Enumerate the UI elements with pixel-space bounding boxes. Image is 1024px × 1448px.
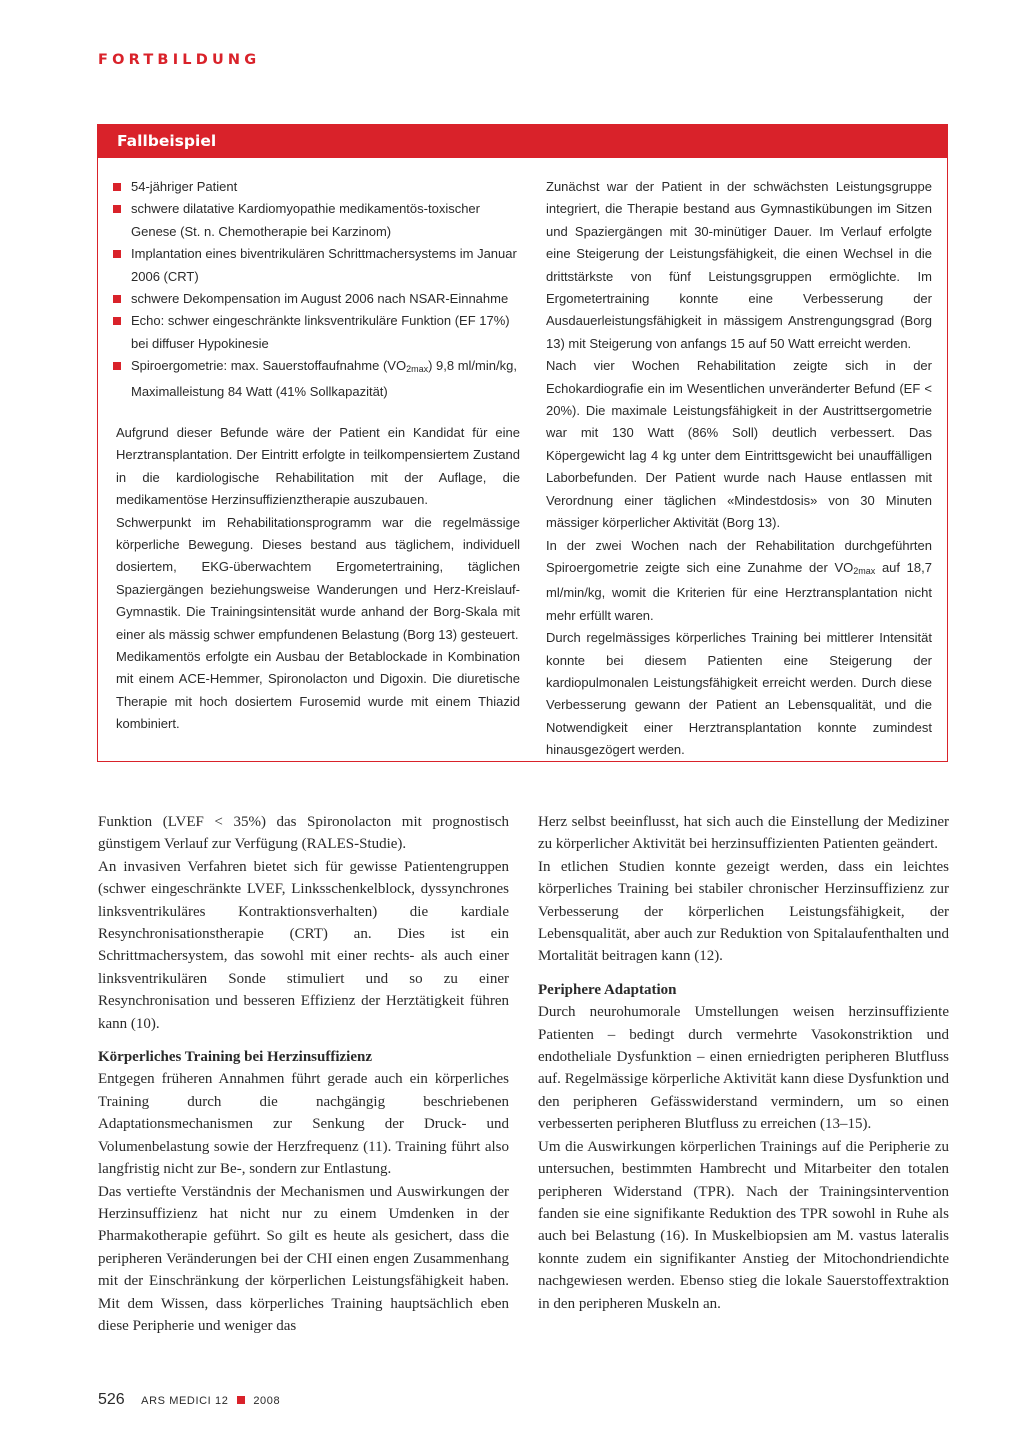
case-paragraph: Medikamentös erfolgte ein Ausbau der Betablockade in Kombination mit einem ACE-Hemmer, Spironolacton und Digoxin. Die diuretische Therapie mit hoch dosiertem Furosemid wurde mit einem Thiazid kombiniert. — [116, 649, 520, 732]
footer-square-icon — [237, 1396, 245, 1404]
case-bullet-list — [113, 176, 521, 403]
case-left-text — [116, 422, 520, 736]
bullet-square-icon — [113, 183, 121, 191]
bullet-text: Echo: schwer eingeschränkte linksventrikuläre Funktion (EF 17%) bei diffuser Hypokinesie — [131, 313, 510, 351]
issue-year: 2008 — [253, 1395, 281, 1407]
case-paragraph: Durch regelmässiges körperliches Training bei mittlerer Intensität konnte bei diesem Patienten eine Steigerung der kardiopulmonalen Leistungsfähigkeit erreicht werden. Durch diese Verbesserung gewann der Patient an Lebensqualität, und die Notwendigkeit einer Herztransplantation konnte zumindest hinausgezögert werden. — [546, 630, 932, 758]
list-item — [113, 243, 521, 288]
list-item — [113, 310, 521, 355]
case-paragraph: In der zwei Wochen nach der Rehabilitation durchgeführten Spiroergometrie zeigte sich eine Zunahme der $VO_{2max}$ auf 18,7 ml/min/kg, womit die Kriterien für eine Herztransplantation nicht mehr erfüllt waren. — [546, 537, 932, 623]
body-paragraph: Entgegen früheren Annahmen führt gerade auch ein körperliches Training durch die nachgängig beschriebenen Adaptationsmechanismen zur Senkung der Druck- und Volumenbelastung sowie der Herzfrequenz (11). Training führt also langfristig nicht zur Be-, sondern zur Entlastung. — [98, 1071, 509, 1178]
bullet-text: Spiroergometrie: max. Sauerstoffaufnahme $(VO_{2max})$ 9,8 ml/min/kg, Maximalleistung 84 Watt (41% Sollkapazität) — [131, 358, 517, 399]
body-paragraph: Um die Auswirkungen körperlichen Trainings auf die Peripherie zu untersuchen, bestimmten Hambrecht und Mitarbeiter den totalen peripheren Widerstand (TPR). Nach der Trainingsintervention fanden sie eine signifikante Reduktion des TPR sowohl in Ruhe als auch bei Belastung (16). In Muskelbiopsien am M. vastus lateralis konnte zudem ein signifikanter Anstieg der Mitochondriendichte nachgewiesen werden. Ebenso stieg die lokale Sauerstoffextraktion in den peripheren Muskeln an. — [538, 1138, 949, 1312]
section-label: FORTBILDUNG — [98, 52, 261, 68]
list-item — [113, 355, 521, 403]
bullet-square-icon — [113, 295, 121, 303]
list-item — [113, 198, 521, 243]
bullet-text: 54-jähriger Patient — [131, 179, 238, 194]
body-paragraph: Herz selbst beeinflusst, hat sich auch die Einstellung der Mediziner zu körperlicher Aktivität bei herzinsuffizienten Patienten geändert. — [538, 814, 949, 853]
body-paragraph: Funktion (LVEF < 35%) das Spironolacton mit prognostisch günstigem Verlauf zur Verfügung (RALES-Studie). — [98, 814, 509, 853]
page-footer — [98, 1391, 280, 1409]
body-paragraph: In etlichen Studien konnte gezeigt werden, dass ein leichtes körperliches Training bei stabiler chronischer Herzinsuffizienz zur Verbesserung der körperlichen Leistungsfähigkeit, der Lebensqualität, aber auch zur Reduktion von Spitalaufenthalten und Mortalität beitragen kann (12). — [538, 858, 949, 965]
body-paragraph: Das vertiefte Verständnis der Mechanismen und Auswirkungen der Herzinsuffizienz hat nicht nur zu einem Umdenken in der Pharmakotherapie geführt. So gilt es heute als gesichert, dass die peripheren Veränderungen bei der CHI einen engen Zusammenhang mit der Einschränkung der körperlichen Leistungsfähigkeit haben. Mit dem Wissen, dass körperliches Training hauptsächlich eben diese Peripherie und weniger das — [98, 1183, 509, 1334]
case-paragraph: Zunächst war der Patient in der schwächsten Leistungsgruppe integriert, die Therapie bestand aus Gymnastikübungen im Sitzen und Spaziergängen mit 30-minütiger Dauer. Im Verlauf erfolgte eine Steigerung der Leistungsfähigkeit, die einen Wechsel in die drittstärkste von fünf Leistungsgruppen ermöglichte. Im Ergometertraining konnte eine Verbesserung der Ausdauerleistungsfähigkeit in mässigem Anstrengungsgrad (Borg 13) mit Steigerung von anfangs 15 auf 50 Watt erreicht werden. — [546, 179, 932, 351]
case-study-title: Fallbeispiel — [98, 125, 947, 158]
case-paragraph: Aufgrund dieser Befunde wäre der Patient ein Kandidat für eine Herztransplantation. Der Eintritt erfolgte in teilkompensiertem Zustand in die kardiologische Rehabilitation mit der Auflage, die medikamentöse Herzinsuffizienztherapie auszubauen. — [116, 425, 520, 508]
list-item — [113, 176, 521, 198]
list-item — [113, 288, 521, 310]
case-right-text — [546, 176, 932, 762]
section-heading: Periphere Adaptation — [538, 981, 677, 998]
bullet-text: schwere Dekompensation im August 2006 nach NSAR-Einnahme — [131, 291, 509, 307]
body-paragraph: Durch neurohumorale Umstellungen weisen herzinsuffiziente Patienten – bedingt durch vermehrte Vasokonstriktion und endotheliale Dysfunktion – einen erniedrigten peripheren Blutfluss auf. Regelmässige körperliche Aktivität kann diese Dysfunktion und den peripheren Gefässwiderstand vermindern, um so einen verbesserten peripheren Blutfluss zu erreichen (13–15). — [538, 1004, 949, 1133]
article-left-column — [98, 811, 509, 1337]
bullet-square-icon — [113, 317, 121, 325]
bullet-square-icon — [113, 362, 121, 370]
case-paragraph: Nach vier Wochen Rehabilitation zeigte sich in der Echokardiografie ein im Wesentlichen unveränderter Befund (EF < 20%). Die maximale Leistungsfähigkeit in der Austrittsergometrie war mit 130 Watt (86% Soll) deutlich verbessert. Das Köpergewicht lag 4 kg unter dem Eintrittsgewicht bei unauffälligen Laborbefunden. Der Patient wurde nach Hause entlassen mit Verordnung einer täglichen «Mindestdosis» von 30 Minuten mässiger körperlicher Aktivität (Borg 13). — [546, 358, 932, 531]
article-right-column — [538, 811, 949, 1315]
magazine-name: ARS MEDICI 12 — [141, 1395, 229, 1407]
page-number: 526 — [98, 1391, 125, 1408]
body-paragraph: An invasiven Verfahren bietet sich für gewisse Patientengruppen (schwer eingeschränkte LVEF, Linksschenkelblock, dyssynchrones linksventrikuläres Kontraktionsverhalten) die kardiale Resynchronisationstherapie (CRT) an. Dies ist ein Schrittmachersystem, das sowohl mit einer rechts- als auch einer linksventrikulären Sonde stimuliert und so zu einer Resynchronisation und besseren Effizienz der Herztätigkeit führen kann (10). — [98, 858, 509, 1032]
bullet-text: Implantation eines biventrikulären Schrittmachersystems im Januar 2006 (CRT) — [131, 246, 517, 284]
case-paragraph: Schwerpunkt im Rehabilitationsprogramm war die regelmässige körperliche Bewegung. Dieses bestand aus täglichem, individuell dosiertem, EKG-überwachtem Ergometertraining, täglichen Spaziergängen beziehungsweise Wanderungen und Herz-Kreislauf-Gymnastik. Die Trainingsintensität wurde anhand der Borg-Skala mit einer als mässig schwer empfundenen Belastung (Borg 13) gesteuert. — [116, 514, 520, 642]
bullet-square-icon — [113, 250, 121, 258]
bullet-square-icon — [113, 205, 121, 213]
bullet-text: schwere dilatative Kardiomyopathie medikamentös-toxischer Genese (St. n. Chemotherapie bei Karzinom) — [131, 201, 480, 239]
section-heading: Körperliches Training bei Herzinsuffizienz — [98, 1049, 372, 1066]
